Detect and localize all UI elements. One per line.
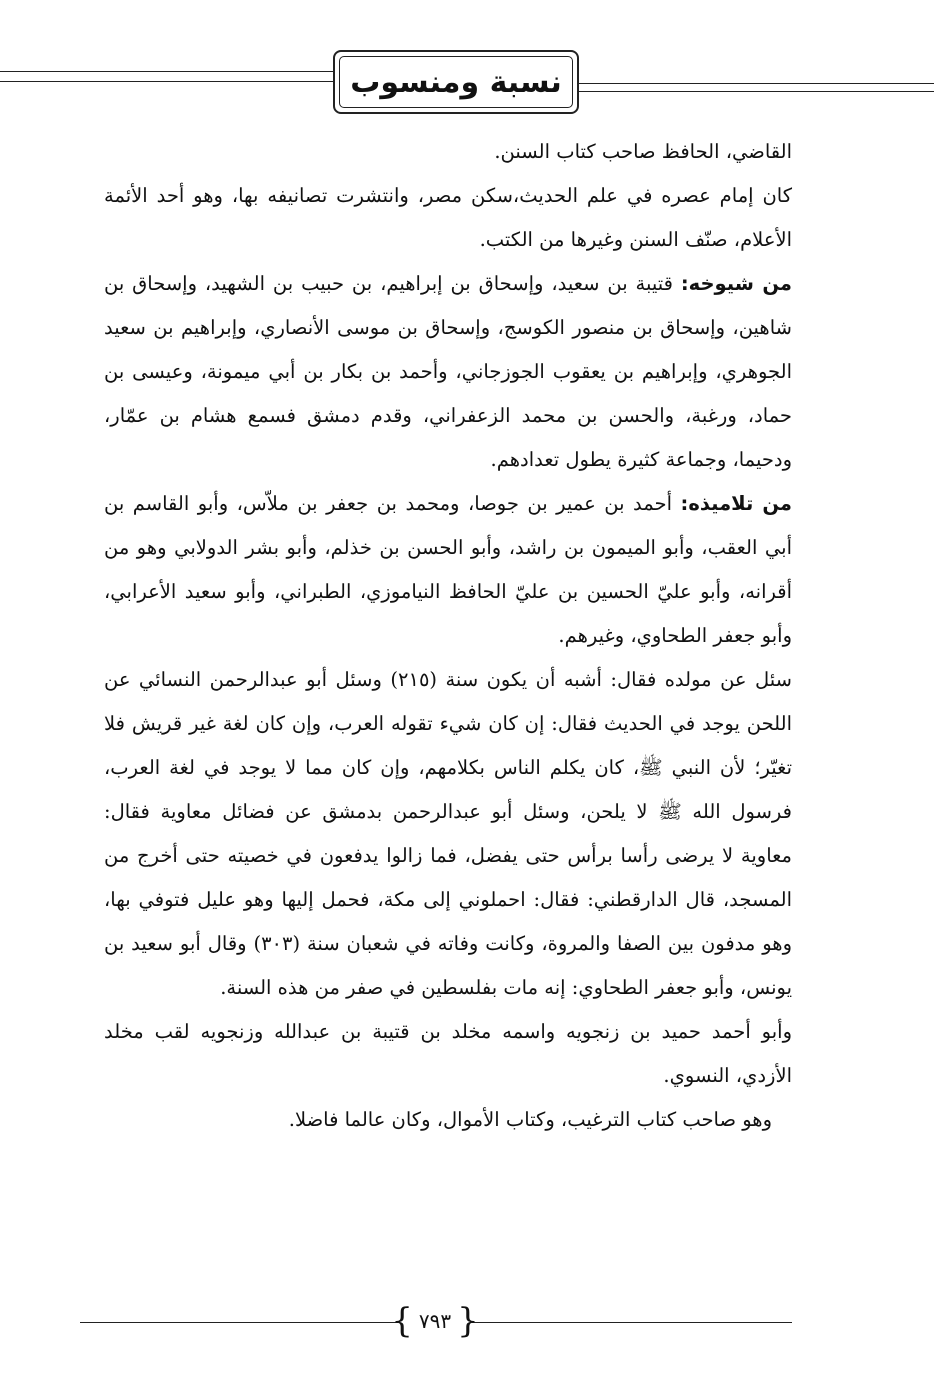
page-number-box [391,1301,479,1341]
paragraph-text: كان إمام عصره في علم الحديث،سكن مصر، وانتشرت تصانيفه بها، وهو أحد الأئمة الأعلام، صنّف السنن وغيرها من الكتب. [104,184,792,251]
footer-rule-right [472,1322,792,1323]
paragraph [104,130,792,174]
paragraph-label: من تلاميذه: [680,492,792,515]
paragraph [104,1098,792,1142]
title-frame [333,50,579,114]
paragraph-text: وأبو أحمد حميد بن زنجويه واسمه مخلد بن قتيبة بن عبدالله وزنجويه لقب مخلد الأزدي، النسوي. [104,1020,792,1087]
page-number: ٧٩٣ [418,1309,452,1333]
paragraph-label: من شيوخه: [680,272,792,295]
paragraph [104,174,792,262]
header-rule-right-bottom [579,91,934,92]
page-header [0,40,934,120]
page-body [104,130,792,1142]
paragraph-text: وهو صاحب كتاب الترغيب، وكتاب الأموال، وكان عالما فاضلا. [288,1108,772,1131]
paragraph [104,658,792,1010]
paragraph-students [104,482,792,658]
paragraph-text: قتيبة بن سعيد، وإسحاق بن إبراهيم، بن حبيب بن الشهيد، وإسحاق بن شاهين، وإسحاق بن منصور الكوسج، وإسحاق بن موسى الأنصاري، وإبراهيم بن سعيد الجوهري، وإبراهيم بن يعقوب الجوزجاني، وأحمد بن بكار بن أبي ميمونة، وعيسى بن حماد، ورغبة، والحسن بن محمد الزعفراني، وقدم دمشق فسمع هشام بن عمّار، ودحيما، وجماعة كثيرة يطول تعدادهم. [104,272,792,471]
page-footer [0,1298,934,1348]
paragraph-text: سئل عن مولده فقال: أشبه أن يكون سنة (٢١٥) وسئل أبو عبدالرحمن النسائي عن اللحن يوجد في الحديث فقال: إن كان شيء تقوله العرب، وإن كان لغة غير قريش فلا تغيّر؛ لأن النبي ﷺ، كان يكلم الناس بكلامهم، وإن كان مما لا يوجد في لغة العرب، فرسول الله ﷺ لا يلحن، وسئل أبو عبدالرحمن بدمشق عن فضائل معاوية فقال: معاوية لا يرضى رأسا برأس حتى يفضل، فما زالوا يدفعون في خصيته حتى أخرج من المسجد، قال الدارقطني: فقال: احملوني إلى مكة، فحمل إليها وهو عليل فتوفي بها، وهو مدفون بين الصفا والمروة، وكانت وفاته في شعبان سنة (٣٠٣) وقال أبو سعيد بن يونس، وأبو جعفر الطحاوي: إنه مات بفلسطين في صفر من هذه السنة. [104,668,793,999]
paragraph-text: أحمد بن عمير بن جوصا، ومحمد بن جعفر بن ملاّس، وأبو القاسم بن أبي العقب، وأبو الميمون بن راشد، وأبو الحسن بن خذلم، وأبو بشر الدولابي وهو من أقرانه، وأبو عليّ الحسين بن عليّ الحافظ النياموزي، الطبراني، وأبو سعيد الأعرابي، وأبو جعفر الطحاوي، وغيرهم. [104,492,792,647]
header-rule-left-top [0,71,333,72]
brace-right-glyph: } [457,1301,479,1341]
header-rule-left-bottom [0,81,333,82]
paragraph-teachers [104,262,792,482]
footer-rule-left [80,1322,398,1323]
brace-left-glyph: { [391,1301,413,1341]
paragraph [104,1010,792,1098]
page-title: نسبة ومنسوب [339,56,573,108]
paragraph-text: القاضي، الحافظ صاحب كتاب السنن. [494,140,792,163]
header-rule-right-top [579,83,934,84]
